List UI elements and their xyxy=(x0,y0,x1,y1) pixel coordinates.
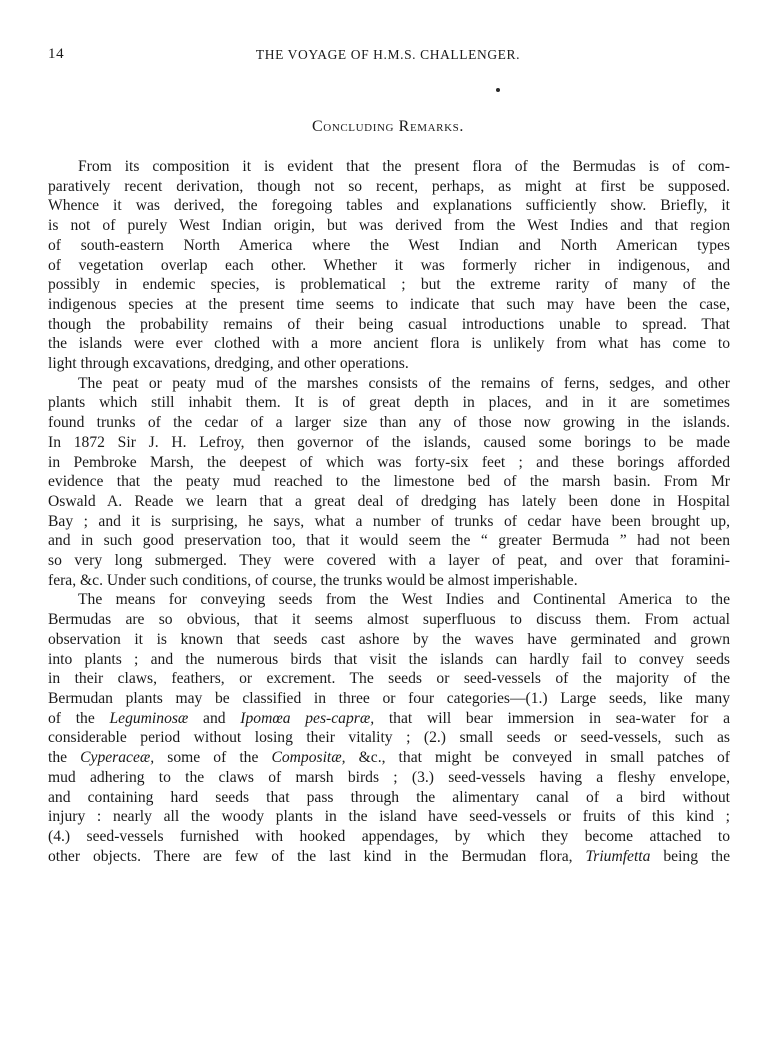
text-segment: being the xyxy=(650,847,730,865)
text-line: injury : nearly all the woody plants in the island have seed-vessels or fruits of this kind ; xyxy=(48,808,730,826)
text-line: though the probability remains of their being casual introductions unable to spread. That xyxy=(48,315,730,333)
text-line: light through excavations, dredging, and other operations. xyxy=(48,355,409,373)
page-header xyxy=(48,46,728,68)
text-line: In 1872 Sir J. H. Lefroy, then governor of the islands, caused some borings to be made xyxy=(48,433,730,451)
text-line: fera, &c. Under such conditions, of course, the trunks would be almost imperishable. xyxy=(48,571,578,589)
paragraph-3 xyxy=(48,590,730,866)
paragraph-1 xyxy=(48,157,730,374)
text-line: possibly in endemic species, is problematical ; but the extreme rarity of many of the xyxy=(48,276,730,294)
text-line: into plants ; and the numerous birds that visit the islands can hardly fail to convey seeds xyxy=(48,650,730,668)
text-segment: some of the xyxy=(154,749,272,767)
text-line: so very long submerged. They were covered with a layer of peat, and over that foramini- xyxy=(48,552,730,570)
text-segment: the xyxy=(48,749,81,767)
text-line: found trunks of the cedar of a larger size than any of those now growing in the islands. xyxy=(48,414,730,432)
text-segment: of the xyxy=(48,709,110,727)
text-line: Whence it was derived, the foregoing tables and explanations sufficiently show. Briefly, it xyxy=(48,197,730,215)
text-line: mud adhering to the claws of marsh birds ; (3.) seed-vessels having a fleshy envelope, xyxy=(48,768,730,786)
text-line: is not of purely West Indian origin, but was derived from the West Indies and that region xyxy=(48,217,730,235)
text-line: and in such good preservation too, that it would seem the “ greater Bermuda ” had not been xyxy=(48,532,730,550)
text-line: Oswald A. Reade we learn that a great deal of dredging has lately been done in Hospital xyxy=(48,492,730,510)
text-line: Bermudan plants may be classified in three or four categories—(1.) Large seeds, like many xyxy=(48,689,730,707)
text-line: and containing hard seeds that pass through the alimentary canal of a bird without xyxy=(48,788,730,806)
running-title: THE VOYAGE OF H.M.S. CHALLENGER. xyxy=(255,47,521,62)
print-speck xyxy=(496,88,500,92)
text-line: of south-eastern North America where the West Indian and North American types xyxy=(48,236,730,254)
text-segment: and xyxy=(188,709,241,727)
text-line: of vegetation overlap each other. Whether it was formerly richer in indigenous, and xyxy=(48,256,730,274)
page-number: 14 xyxy=(48,46,65,62)
body-text xyxy=(48,157,730,866)
text-line-with-italics xyxy=(48,748,730,768)
text-line: Bermudas are so obvious, that it seems almost superfluous to discuss them. From actual xyxy=(48,611,730,629)
taxon-name: Ipomœa pes-capræ, xyxy=(240,709,375,727)
text-line: From its composition it is evident that the present flora of the Bermudas is of com- xyxy=(78,158,730,175)
text-line-with-italics xyxy=(48,709,730,729)
text-line: in Pembroke Marsh, the deepest of which was forty-six feet ; and these borings afforded xyxy=(48,453,730,471)
text-line: The means for conveying seeds from the West Indies and Continental America to the xyxy=(78,591,730,609)
paragraph-2 xyxy=(48,374,730,591)
text-line: paratively recent derivation, though not so recent, perhaps, as might at first be supposed. xyxy=(48,177,730,195)
text-line-with-italics xyxy=(48,847,730,867)
text-line: evidence that the peaty mud reached to the limestone bed of the marsh basin. From Mr xyxy=(48,473,730,491)
text-segment: &c., that might be conveyed in small patches of xyxy=(345,749,730,767)
text-line: indigenous species at the present time seems to indicate that such may have been the case, xyxy=(48,295,730,313)
section-title: Concluding Remarks. xyxy=(312,118,464,135)
text-line: the islands were ever clothed with a more ancient flora is unlikely from what has come to xyxy=(48,335,730,353)
text-segment: that will bear immersion in sea-water for a xyxy=(374,709,730,727)
text-line: The peat or peaty mud of the marshes consists of the remains of ferns, sedges, and other xyxy=(78,374,730,392)
text-line: in their claws, feathers, or excrement. The seeds or seed-vessels of the majority of the xyxy=(48,670,730,688)
taxon-name: Cyperaceæ, xyxy=(80,749,155,767)
taxon-name: Triumfetta xyxy=(585,847,651,865)
text-line: (4.) seed-vessels furnished with hooked appendages, by which they become attached to xyxy=(48,827,730,845)
text-line: observation it is known that seeds cast ashore by the waves have germinated and grown xyxy=(48,630,730,648)
text-line: considerable period without losing their vitality ; (2.) small seeds or seed-vessels, such as xyxy=(48,729,730,747)
text-line: plants which still inhabit them. It is of great depth in places, and in it are sometimes xyxy=(48,394,730,412)
taxon-name: Compositæ, xyxy=(271,749,346,767)
text-segment: other objects. There are few of the last kind in the Bermudan flora, xyxy=(48,847,586,865)
taxon-name: Leguminosæ xyxy=(109,709,189,727)
text-line: Bay ; and it is surprising, he says, what a number of trunks of cedar have been brought up, xyxy=(48,512,730,530)
